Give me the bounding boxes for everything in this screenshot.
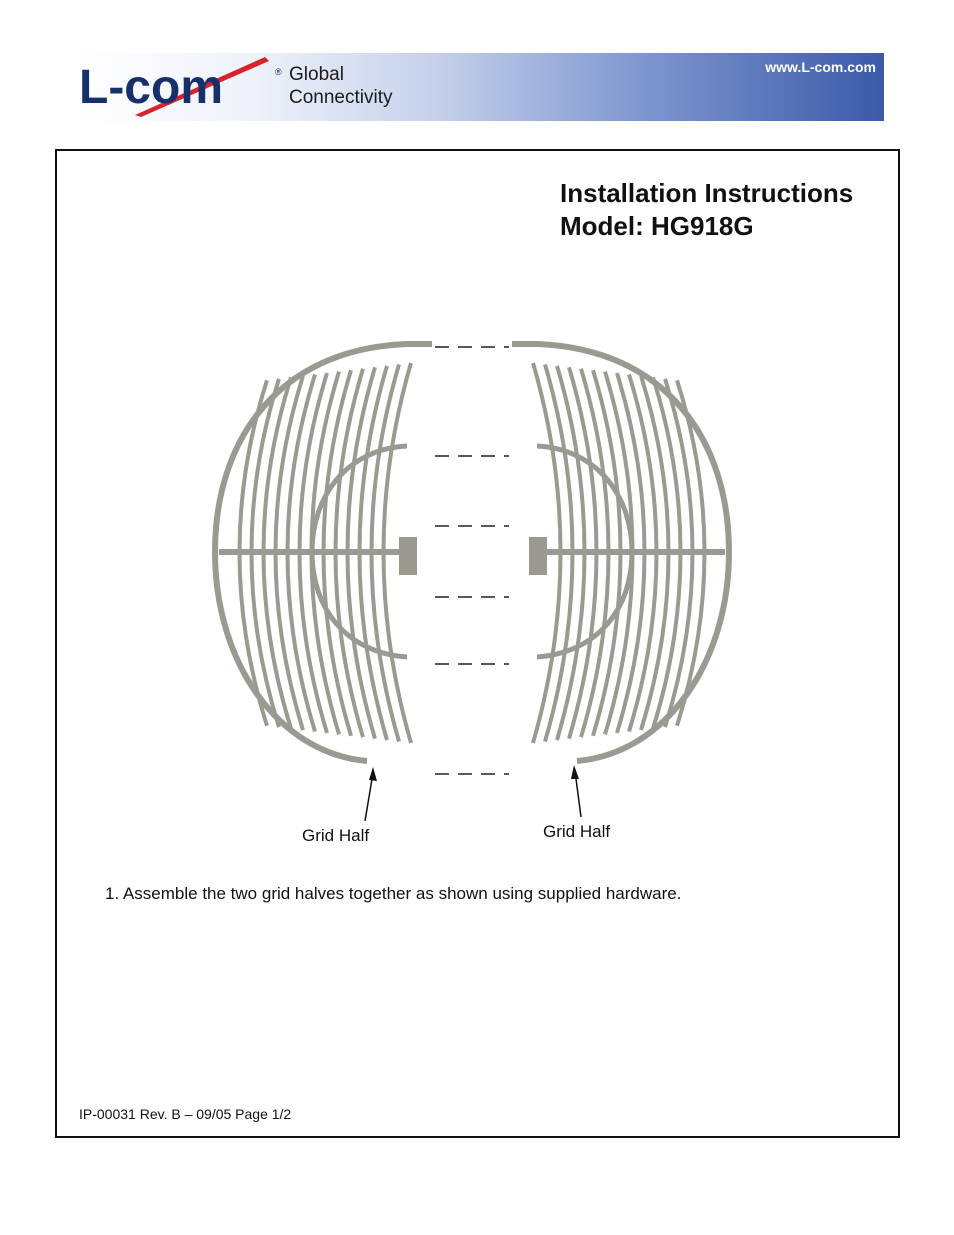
grid-half-right	[512, 344, 729, 761]
left-mount-bracket	[399, 537, 417, 575]
right-mount-bracket	[529, 537, 547, 575]
grid-assembly-diagram	[207, 331, 797, 821]
callout-arrows	[365, 765, 581, 821]
tagline	[289, 63, 393, 109]
title-line-2: Model: HG918G	[560, 211, 754, 241]
document-footer: IP-00031 Rev. B – 09/05 Page 1/2	[79, 1106, 292, 1122]
step-1-text: 1. Assemble the two grid halves together as shown using supplied hardware.	[105, 884, 682, 903]
page-title	[560, 177, 853, 243]
title-line-1: Installation Instructions	[560, 178, 854, 208]
l-com-logo	[75, 53, 285, 121]
website-url[interactable]: www.L-com.com	[765, 59, 876, 75]
header-banner	[75, 53, 884, 121]
registered-mark-icon: ®	[275, 67, 282, 77]
logo-wordmark: L-com	[79, 61, 223, 114]
grid-half-left	[215, 344, 432, 761]
tagline-line-2: Connectivity	[289, 87, 393, 108]
alignment-dash-lines	[435, 347, 509, 774]
callout-left-label: Grid Half	[302, 826, 370, 845]
document-frame	[55, 149, 900, 1138]
arrow-left-head-icon	[369, 767, 377, 781]
arrow-right-head-icon	[571, 765, 579, 779]
tagline-line-1: Global	[289, 64, 344, 85]
callout-right-label: Grid Half	[543, 822, 611, 841]
